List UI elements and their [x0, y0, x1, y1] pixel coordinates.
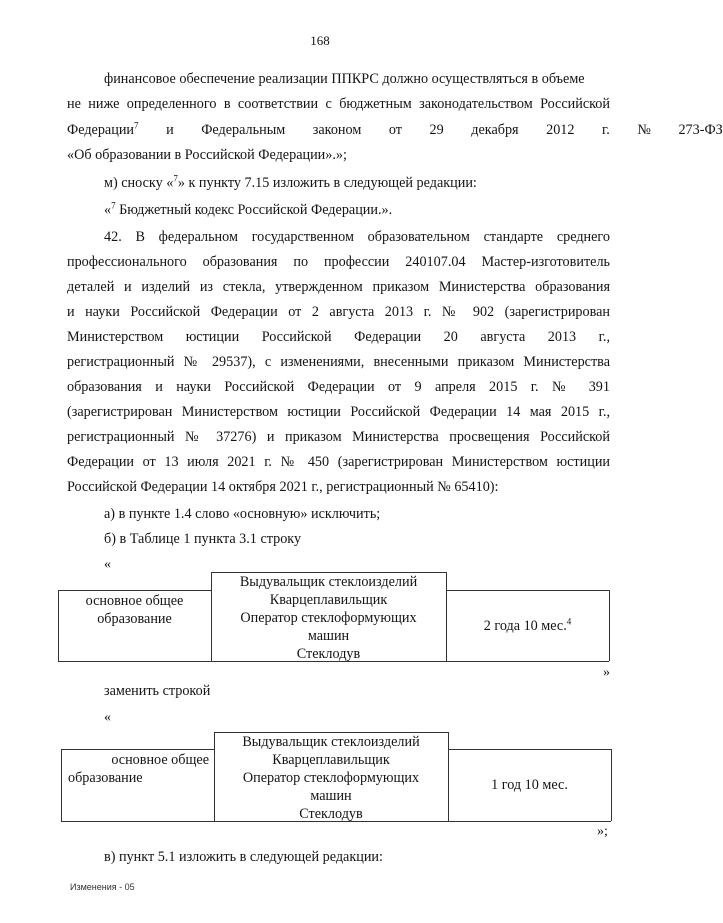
footnote-ref: 7 [173, 173, 178, 184]
text-fragment: Федерации [67, 122, 135, 138]
footer-label: Изменения - 05 [70, 882, 135, 892]
text-line: в) пункт 5.1 изложить в следующей редакции: [104, 849, 383, 865]
text-line [104, 201, 392, 219]
table-cell-professions [214, 733, 448, 823]
open-quote: « [104, 557, 111, 572]
text-line: и науки Российской Федерации от 2 августа 2013 г. № 902 (зарегистрирован [67, 304, 610, 320]
close-quote: » [603, 665, 610, 680]
cell-line: Выдувальщик стеклоизделий [239, 574, 418, 590]
text-fragment: и Федеральным законом от 29 декабря 2012 г. № 273-ФЗ [138, 122, 723, 138]
text-fragment: « [104, 202, 112, 218]
text-line: б) в Таблице 1 пункта 3.1 строку [104, 531, 302, 547]
text-line [104, 174, 477, 192]
text-line: заменить строкой [104, 683, 211, 699]
text-line: финансовое обеспечение реализации ППКРС должно осуществляться в объеме [104, 71, 585, 87]
table-border [58, 590, 211, 591]
footnote-ref: 4 [566, 616, 572, 627]
cell-line: машин [310, 788, 352, 804]
text-line: не ниже определенного в соответствии с бюджетным законодательством Российской [67, 96, 610, 112]
cell-line: образование [97, 611, 172, 627]
text-fragment: м) сноску « [104, 175, 174, 191]
table-cell-duration [446, 617, 609, 635]
text-line: Российской Федерации 14 октября 2021 г., регистрационный № 65410): [67, 479, 499, 495]
text-line: Министерством юстиции Российской Федерации 20 августа 2013 г., [67, 329, 610, 345]
table-cell-duration: 1 год 10 мес. [491, 777, 568, 793]
cell-line: Оператор стеклоформующих [240, 610, 417, 626]
table-border [611, 749, 612, 821]
cell-line: основное общее [111, 752, 209, 768]
text-line: 42. В федеральном государственном образовательном стандарте среднего [104, 229, 610, 245]
text-line: а) в пункте 1.4 слово «основную» исключить; [104, 506, 381, 522]
cell-line: Кварцеплавильщик [272, 752, 390, 768]
text-line: регистрационный № 29537), с изменениями, внесенными приказом Министерства [67, 354, 610, 370]
open-quote: « [104, 710, 111, 725]
text-line: образования и науки Российской Федерации от 9 апреля 2015 г. № 391 [67, 379, 610, 395]
duration-text: 2 года 10 мес. [483, 618, 567, 634]
footnote-ref: 7 [134, 120, 139, 131]
text-fragment: » к пункту 7.15 изложить в следующей редакции: [177, 175, 477, 191]
text-fragment: Бюджетный кодекс Российской Федерации.». [115, 202, 393, 218]
table-cell-professions [211, 573, 446, 663]
cell-line: Оператор стеклоформующих [242, 770, 420, 786]
cell-line: Стеклодув [299, 806, 363, 822]
page-number: 168 [310, 33, 330, 48]
table-border [61, 749, 214, 750]
text-line [67, 120, 723, 139]
cell-line: основное общее [85, 593, 184, 609]
text-line: «Об образовании в Российской Федерации».»; [67, 147, 347, 163]
text-line: деталей и изделий из стекла, утвержденном приказом Министерства образования [67, 279, 610, 295]
text-line: профессионального образования по профессии 240107.04 Мастер-изготовитель [67, 254, 610, 270]
cell-line: Выдувальщик стеклоизделий [242, 734, 420, 750]
table-cell-education [58, 592, 211, 628]
text-line: регистрационный № 37276) и приказом Министерства просвещения Российской [67, 429, 610, 445]
text-line: Федерации от 13 июля 2021 г. № 450 (зарегистрирован Министерством юстиции [67, 454, 610, 470]
table-border [609, 590, 610, 661]
table-border [446, 590, 609, 591]
table-border [448, 749, 611, 750]
table-cell-education [68, 751, 213, 787]
close-quote: »; [597, 824, 608, 839]
cell-line: Кварцеплавильщик [269, 592, 388, 608]
cell-line: образование [68, 770, 143, 786]
table-border [61, 749, 62, 821]
cell-line: Стеклодув [296, 646, 361, 662]
text-line: (зарегистрирован Министерством юстиции Российской Федерации 14 мая 2015 г., [67, 404, 610, 420]
cell-line: машин [307, 628, 350, 644]
footnote-ref: 7 [111, 200, 116, 211]
